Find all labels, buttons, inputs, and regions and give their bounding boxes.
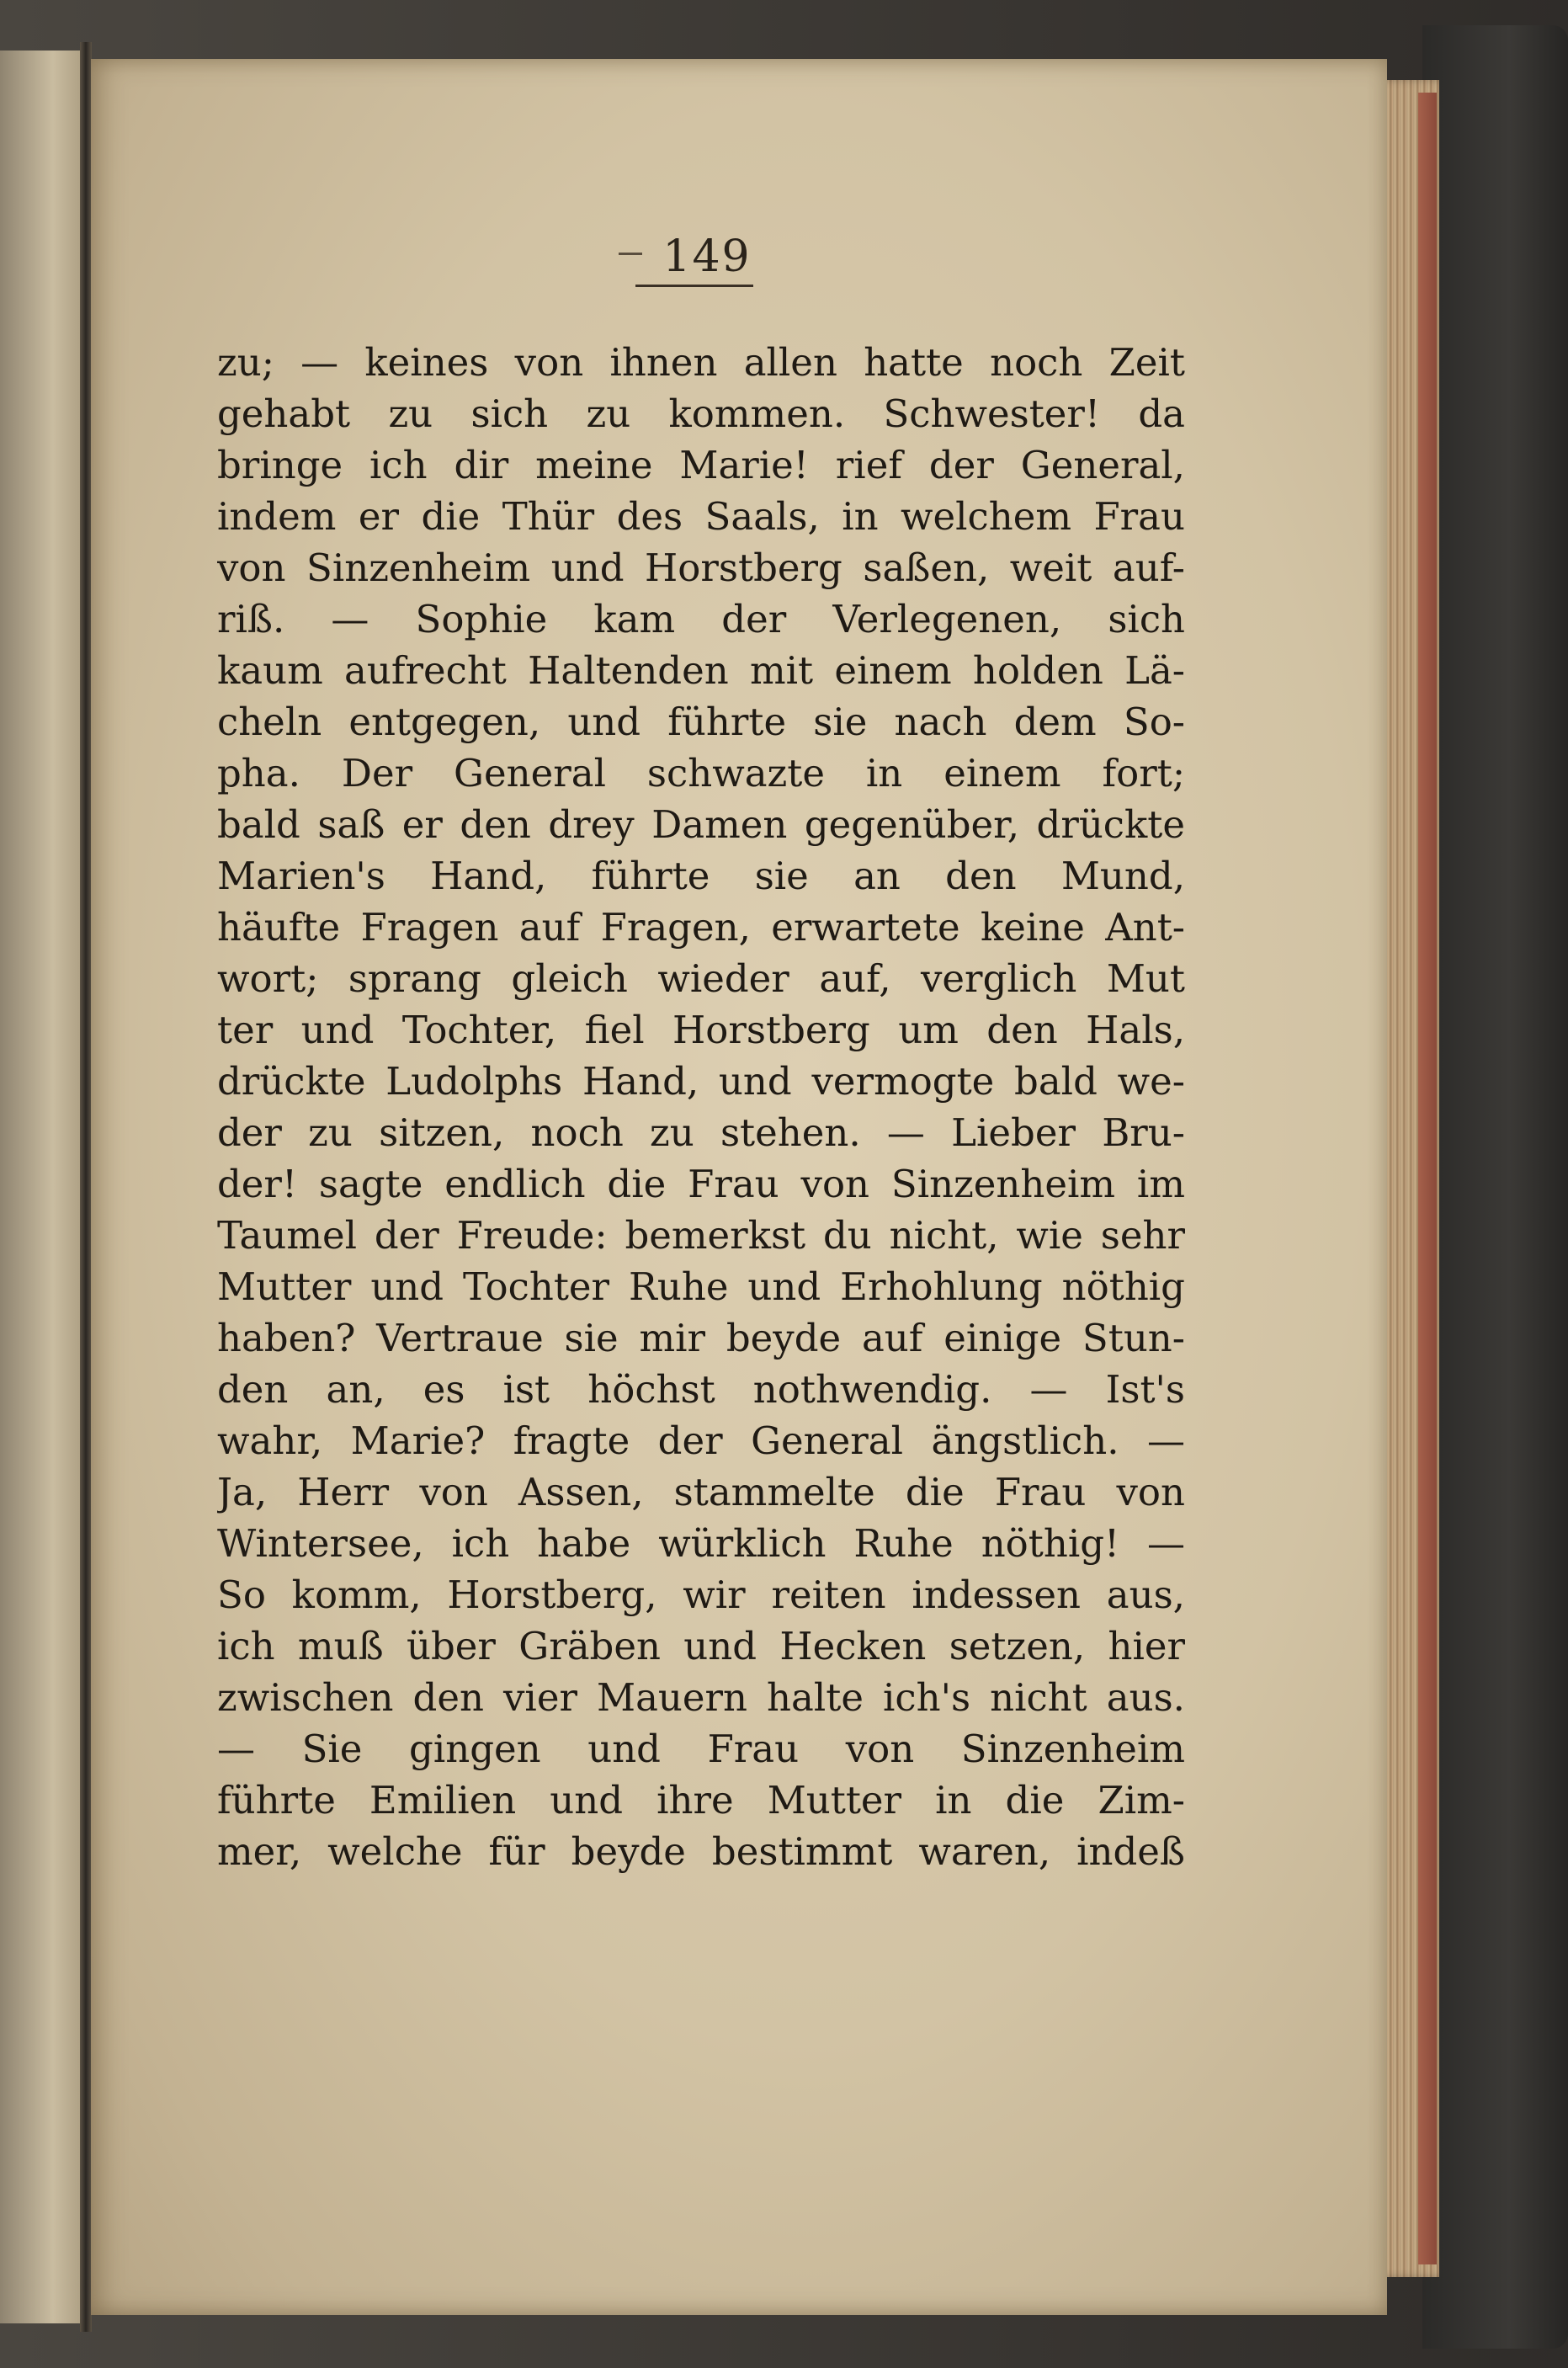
text-line: ter und Tochter, fiel Horstberg um den Hals, bbox=[217, 1008, 1185, 1052]
text-line: den an, es ist höchst nothwendig. — Ist's bbox=[217, 1367, 1185, 1412]
text-line: — Sie gingen und Frau von Sinzenheim bbox=[217, 1727, 1185, 1771]
text-line: zwischen den vier Mauern halte ich's nicht aus. bbox=[217, 1675, 1185, 1720]
text-line: ich muß über Gräben und Hecken setzen, hier bbox=[217, 1624, 1185, 1668]
text-line: bringe ich dir meine Marie! rief der General, bbox=[217, 443, 1185, 487]
book-cover bbox=[1422, 25, 1568, 2349]
text-line: Ja, Herr von Assen, stammelte die Frau von bbox=[217, 1470, 1185, 1514]
text-line: riß. — Sophie kam der Verlegenen, sich bbox=[217, 597, 1185, 641]
text-line: der! sagte endlich die Frau von Sinzenheim im bbox=[217, 1162, 1185, 1206]
text-line: Wintersee, ich habe würklich Ruhe nöthig! — bbox=[217, 1521, 1185, 1566]
text-line: haben? Vertraue sie mir beyde auf einige Stun- bbox=[217, 1316, 1185, 1360]
facing-page bbox=[0, 51, 88, 2323]
header-rule bbox=[635, 285, 753, 287]
text-line: zu; — keines von ihnen allen hatte noch Zeit bbox=[217, 340, 1185, 385]
text-line: Mutter und Tochter Ruhe und Erhohlung nöthig bbox=[217, 1264, 1185, 1309]
text-line: von Sinzenheim und Horstberg saßen, weit auf- bbox=[217, 545, 1185, 590]
text-line: drückte Ludolphs Hand, und vermogte bald we- bbox=[217, 1059, 1185, 1104]
text-line: der zu sitzen, noch zu stehen. — Lieber Bru- bbox=[217, 1110, 1185, 1155]
text-line: bald saß er den drey Damen gegenüber, drückte bbox=[217, 802, 1185, 847]
text-line: indem er die Thür des Saals, in welchem Frau bbox=[217, 494, 1185, 539]
text-line: So komm, Horstberg, wir reiten indessen aus, bbox=[217, 1572, 1185, 1617]
text-line: gehabt zu sich zu kommen. Schwester! da bbox=[217, 391, 1185, 436]
text-line: mer, welche für beyde bestimmt waren, indeß bbox=[217, 1829, 1185, 1874]
text-line: führte Emilien und ihre Mutter in die Zim- bbox=[217, 1778, 1185, 1823]
page-edges-red bbox=[1418, 93, 1437, 2264]
text-line: häufte Fragen auf Fragen, erwartete keine Ant- bbox=[217, 905, 1185, 950]
body-text bbox=[217, 337, 1185, 1877]
text-line: cheln entgegen, und führte sie nach dem So- bbox=[217, 700, 1185, 744]
text-line: wort; sprang gleich wieder auf, verglich Mut bbox=[217, 956, 1185, 1001]
text-line: kaum aufrecht Haltenden mit einem holden Lä- bbox=[217, 648, 1185, 693]
text-line: Taumel der Freude: bemerkst du nicht, wie sehr bbox=[217, 1213, 1185, 1258]
header-dash bbox=[619, 253, 642, 255]
page-number: 149 bbox=[662, 231, 752, 282]
text-line: Marien's Hand, führte sie an den Mund, bbox=[217, 854, 1185, 898]
book-gutter bbox=[80, 42, 92, 2332]
text-line: wahr, Marie? fragte der General ängstlich. — bbox=[217, 1418, 1185, 1463]
text-line: pha. Der General schwazte in einem fort; bbox=[217, 751, 1185, 796]
